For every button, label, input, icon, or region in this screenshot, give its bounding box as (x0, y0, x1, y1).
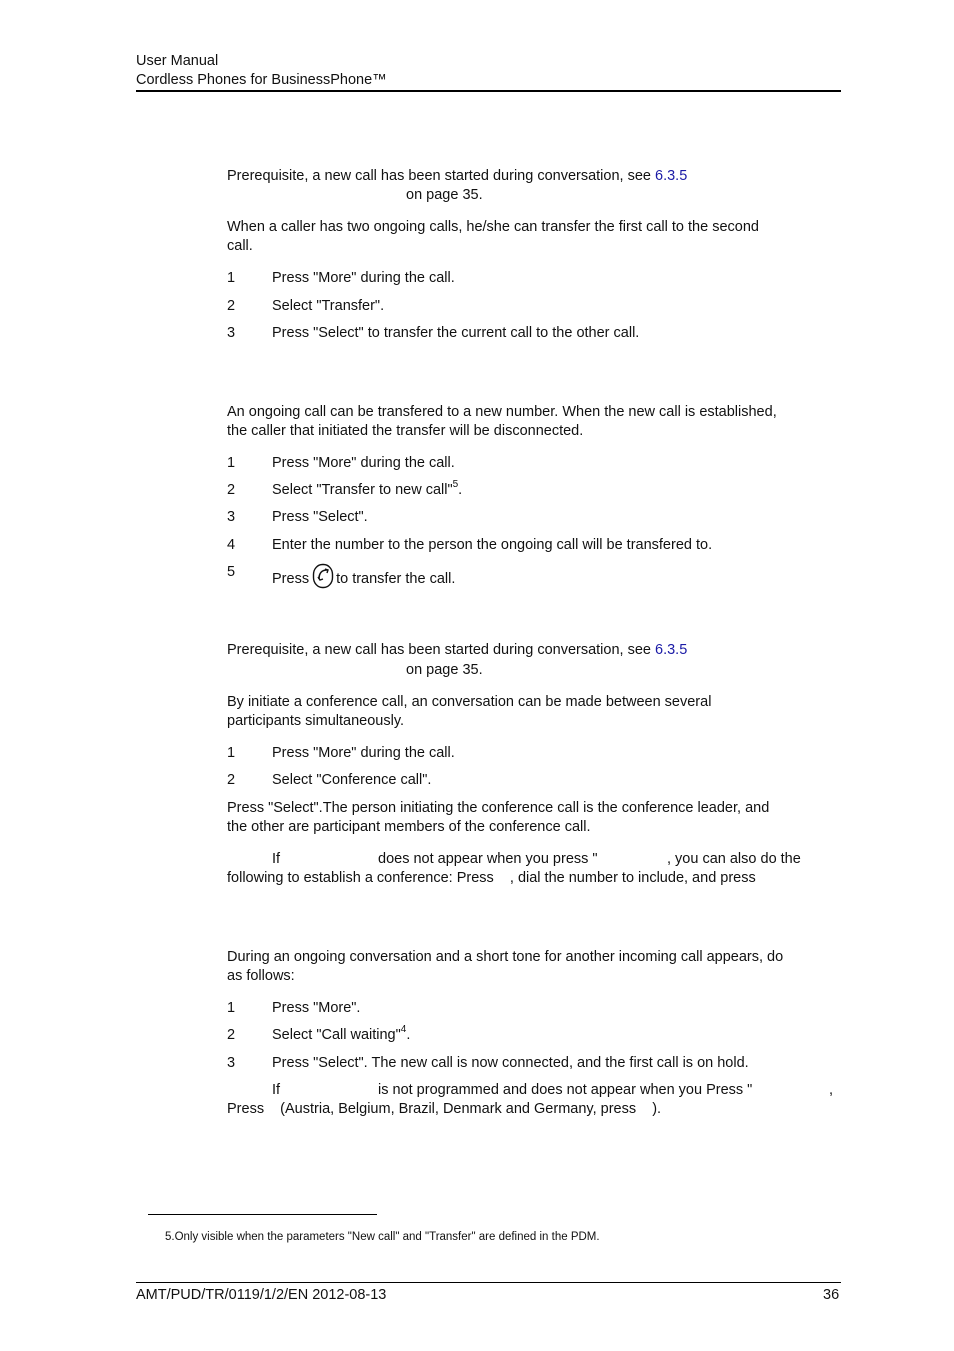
conference-prereq: Prerequisite, a new call has been started during conversation, see 6.3.5 (227, 642, 688, 658)
step-number: 3 (227, 1055, 236, 1071)
waiting-intro-line1: During an ongoing conversation and a short tone for another incoming call appears, do (227, 949, 784, 965)
waiting-intro-line2: as follows: (227, 968, 295, 984)
step-number: 4 (227, 537, 236, 553)
transfer-intro-line2: call. (227, 238, 253, 254)
step-number: 2 (227, 1027, 236, 1043)
transfer-new-intro-line1: An ongoing call can be transfered to a new number. When the new call is established, (227, 404, 777, 420)
step-text: Press "More" during the call. (272, 745, 455, 761)
step-number: 1 (227, 455, 236, 471)
conference-prereq-link[interactable]: 6.3.5 (655, 642, 688, 658)
transfer-prereq-link[interactable]: 6.3.5 (655, 168, 688, 184)
footer-rule (136, 1282, 841, 1283)
step-number: 5 (227, 564, 236, 580)
conference-after-line2: the other are participant members of the conference call. (227, 819, 591, 835)
conference-note-end: , you can also do the (667, 851, 801, 867)
header-subtitle: Cordless Phones for BusinessPhone™ (136, 72, 387, 88)
conference-after-line1: Press "Select".The person initiating the conference call is the conference leader, and (227, 800, 770, 816)
conference-prereq-page: on page 35. (406, 662, 483, 678)
waiting-note-mid: is not programmed and does not appear when you Press " (378, 1082, 753, 1098)
step-text: Select "Transfer to new call"$^5$. (272, 479, 463, 498)
footnote-ref[interactable]: 4 (400, 1024, 407, 1036)
conference-note-line2: following to establish a conference: Press , dial the number to include, and press (227, 870, 756, 886)
step-number: 2 (227, 772, 236, 788)
step-number: 2 (227, 298, 236, 314)
page-number: 36 (823, 1287, 840, 1303)
footnote-rule (148, 1214, 377, 1215)
step-number: 3 (227, 509, 236, 525)
step-text: Select "Transfer". (272, 298, 385, 314)
step-number: 1 (227, 745, 236, 761)
conference-intro-line1: By initiate a conference call, an conversation can be made between several (227, 694, 712, 710)
step-text: Press "Select". (272, 509, 368, 525)
transfer-prereq: Prerequisite, a new call has been started during conversation, see 6.3.5 (227, 168, 688, 184)
header-rule (136, 90, 841, 92)
step-text: Press to transfer the call. (272, 563, 455, 595)
step-text: Select "Conference call". (272, 772, 432, 788)
step-text: Press "Select". The new call is now connected, and the first call is on hold. (272, 1055, 749, 1071)
footnote-ref[interactable]: 5 (452, 479, 459, 491)
footnote-text: 5.Only visible when the parameters "New call" and "Transfer" are defined in the PDM. (165, 1231, 600, 1243)
transfer-new-intro-line2: the caller that initiated the transfer will be disconnected. (227, 423, 584, 439)
waiting-note-line2: Press (Austria, Belgium, Brazil, Denmark and Germany, press ). (227, 1101, 662, 1117)
transfer-prereq-page: on page 35. (406, 187, 483, 203)
step-text: Press "Select" to transfer the current call to the other call. (272, 325, 640, 341)
step-text: Press "More" during the call. (272, 270, 455, 286)
waiting-note-if: If (272, 1082, 281, 1098)
step-text: Press "More". (272, 1000, 361, 1016)
step-text: Press "More" during the call. (272, 455, 455, 471)
header-title: User Manual (136, 53, 219, 69)
step-text: Enter the number to the person the ongoing call will be transfered to. (272, 537, 713, 553)
step-text: Select "Call waiting"$^4$. (272, 1024, 411, 1043)
transfer-intro-line1: When a caller has two ongoing calls, he/she can transfer the first call to the second (227, 219, 759, 235)
step-number: 2 (227, 482, 236, 498)
step-number: 3 (227, 325, 236, 341)
step-number: 1 (227, 270, 236, 286)
conference-intro-line2: participants simultaneously. (227, 713, 405, 729)
footer-doc-id: AMT/PUD/TR/0119/1/2/EN 2012-08-13 (136, 1287, 387, 1303)
conference-note-if: If (272, 851, 281, 867)
call-key-icon (312, 563, 334, 595)
step-number: 1 (227, 1000, 236, 1016)
waiting-note-comma: , (829, 1082, 834, 1098)
conference-note-mid: does not appear when you press " (378, 851, 598, 867)
